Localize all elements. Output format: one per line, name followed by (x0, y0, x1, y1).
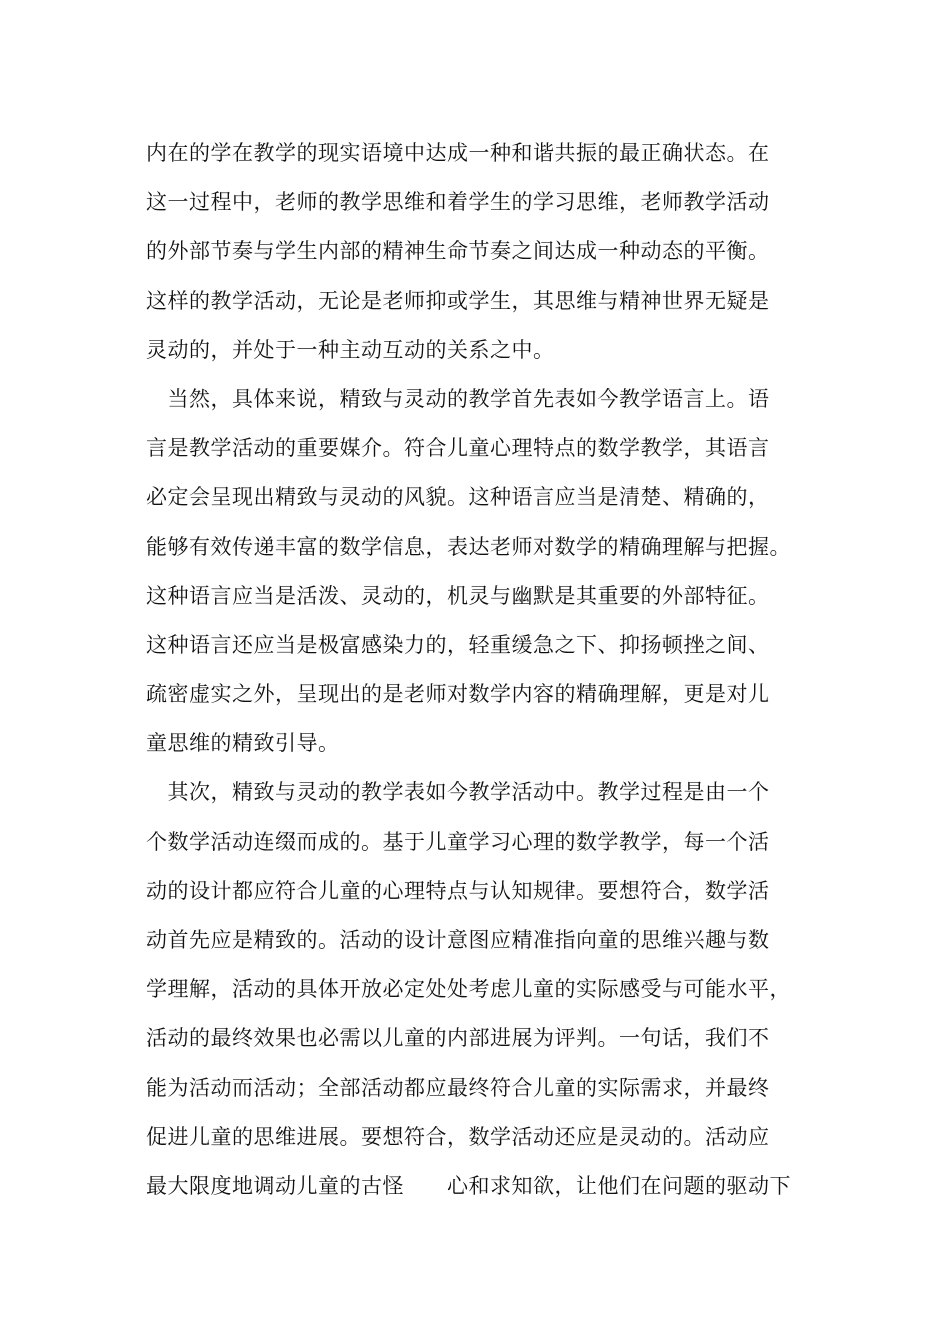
text-line: 学理解，活动的具体开放必定处处考虑儿童的实际感受与可能水平， (146, 977, 791, 1002)
text-line: 必定会呈现出精致与灵动的风貌。这种语言应当是清楚、精确的， (146, 485, 770, 510)
text-line: 当然，具体来说，精致与灵动的教学首先表如今教学语言上。语 (146, 386, 770, 411)
text-line: 言是教学活动的重要媒介。符合儿童心理特点的数学教学，其语言 (146, 436, 770, 461)
text-line: 其次，精致与灵动的教学表如今教学活动中。教学过程是由一个 (146, 780, 770, 805)
text-line: 个数学活动连缀而成的。基于儿童学习心理的数学教学，每一个活 (146, 829, 770, 854)
body-text (146, 134, 826, 1216)
text-line: 最大限度地调动儿童的古怪 心和求知欲，让他们在问题的驱动下 (146, 1173, 791, 1198)
text-line: 能为活动而活动；全部活动都应最终符合儿童的实际需求，并最终 (146, 1075, 770, 1100)
text-line: 能够有效传递丰富的数学信息，表达老师对数学的精确理解与把握。 (146, 534, 791, 559)
text-line: 内在的学在教学的现实语境中达成一种和谐共振的最正确状态。在 (146, 141, 770, 165)
text-line: 童思维的精致引导。 (146, 731, 340, 756)
text-line: 这种语言还应当是极富感染力的，轻重缓急之下、抑扬顿挫之间、 (146, 632, 770, 657)
text-line: 促进儿童的思维进展。要想符合，数学活动还应是灵动的。活动应 (146, 1124, 770, 1149)
text-line: 活动的最终效果也必需以儿童的内部进展为评判。一句话，我们不 (146, 1026, 770, 1051)
text-line: 疏密虚实之外，呈现出的是老师对数学内容的精确理解，更是对儿 (146, 682, 770, 707)
text-line: 灵动的，并处于一种主动互动的关系之中。 (146, 337, 555, 362)
text-line: 这样的教学活动，无论是老师抑或学生，其思维与精神世界无疑是 (146, 288, 770, 313)
text-line: 动的设计都应符合儿童的心理特点与认知规律。要想符合，数学活 (146, 878, 770, 903)
text-line: 的外部节奏与学生内部的精神生命节奏之间达成一种动态的平衡。 (146, 239, 770, 264)
text-line: 动首先应是精致的。活动的设计意图应精准指向童的思维兴趣与数 (146, 928, 770, 952)
text-line: 这种语言应当是活泼、灵动的，机灵与幽默是其重要的外部特征。 (146, 583, 770, 608)
text-line: 这一过程中，老师的教学思维和着学生的学习思维，老师教学活动 (146, 190, 770, 215)
